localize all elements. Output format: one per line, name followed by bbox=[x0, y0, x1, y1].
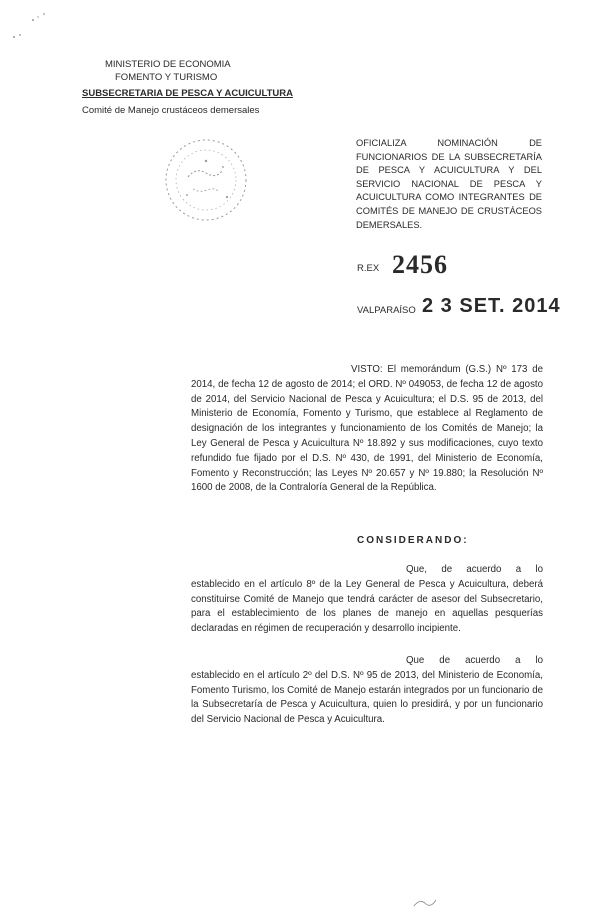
resolution-date-stamp: 2 3 SET. 2014 bbox=[422, 295, 561, 317]
subsecretaria-name: SUBSECRETARIA DE PESCA Y ACUICULTURA bbox=[82, 88, 293, 99]
comite-name: Comité de Manejo crustáceos demersales bbox=[82, 105, 260, 116]
considerando-heading: CONSIDERANDO: bbox=[357, 535, 469, 546]
considerando-paragraph-2: Que de acuerdo a lo establecido en el artículo 2º del D.S. Nº 95 de 2013, del Ministerio de Economía, Fomento Turismo, los Comité de Manejo estarán integrados por un funcionario de la Subsecretaría de Pesca y Acuicultura, quien lo presidirá, y por un funcionario del Servicio Nacional de Pesca y Acuicultura. bbox=[191, 655, 543, 726]
considerando-paragraph-1: Que, de acuerdo a lo establecido en el artículo 8º de la Ley General de Pesca y Acuicultura, deberá constituirse Comité de Manejo que tendrá carácter de asesor del Subsecretario, para el establecimiento de los planes de manejo en aquellas pesquerías declaradas en régimen de recuperación y desarrollo incipiente. bbox=[191, 564, 543, 635]
resolution-label: R.EX bbox=[357, 263, 380, 274]
ministry-name: MINISTERIO DE ECONOMIA bbox=[105, 59, 231, 70]
official-stamp-seal bbox=[163, 137, 249, 223]
visto-paragraph: VISTO: El memorándum (G.S.) Nº 173 de 2014, de fecha 12 de agosto de 2014; el ORD. Nº 049053, de fecha 12 de agosto de 2014, del Servicio Nacional de Pesca y Acuicultura; el D.S. 95 de 2013, del Ministerio de Economía, Fomento y Turismo, que establece al Reglamento de designación de los integrantes y funcionamiento de los Comités de Manejo; la Ley General de Pesca y Acuicultura Nº 18.892 y sus modificaciones, cuyo texto refundido fue fijado por el D.S. Nº 430, de 1991, del Ministerio de Economía, Fomento y Reconstrucción; las Leyes Nº 20.657 y Nº 19.880; la Resolución Nº 1600 de 2008, de la Contraloría General de la República. bbox=[191, 364, 543, 494]
scan-specks bbox=[0, 0, 600, 40]
resolution-number: 2456 bbox=[392, 250, 448, 279]
place-label: VALPARAÍSO bbox=[357, 305, 416, 316]
scan-mark bbox=[410, 892, 440, 912]
resolution-title: OFICIALIZA NOMINACIÓN DE FUNCIONARIOS DE LA SUBSECRETARÍA DE PESCA Y ACUICULTURA Y DEL SERVICIO NACIONAL DE PESCA Y ACUICULTURA COMO INTEGRANTES DE COMITÉS DE MANEJO DE CRUSTÁCEOS DEMERSALES. bbox=[356, 138, 542, 230]
ministry-subtitle: FOMENTO Y TURISMO bbox=[115, 72, 218, 83]
